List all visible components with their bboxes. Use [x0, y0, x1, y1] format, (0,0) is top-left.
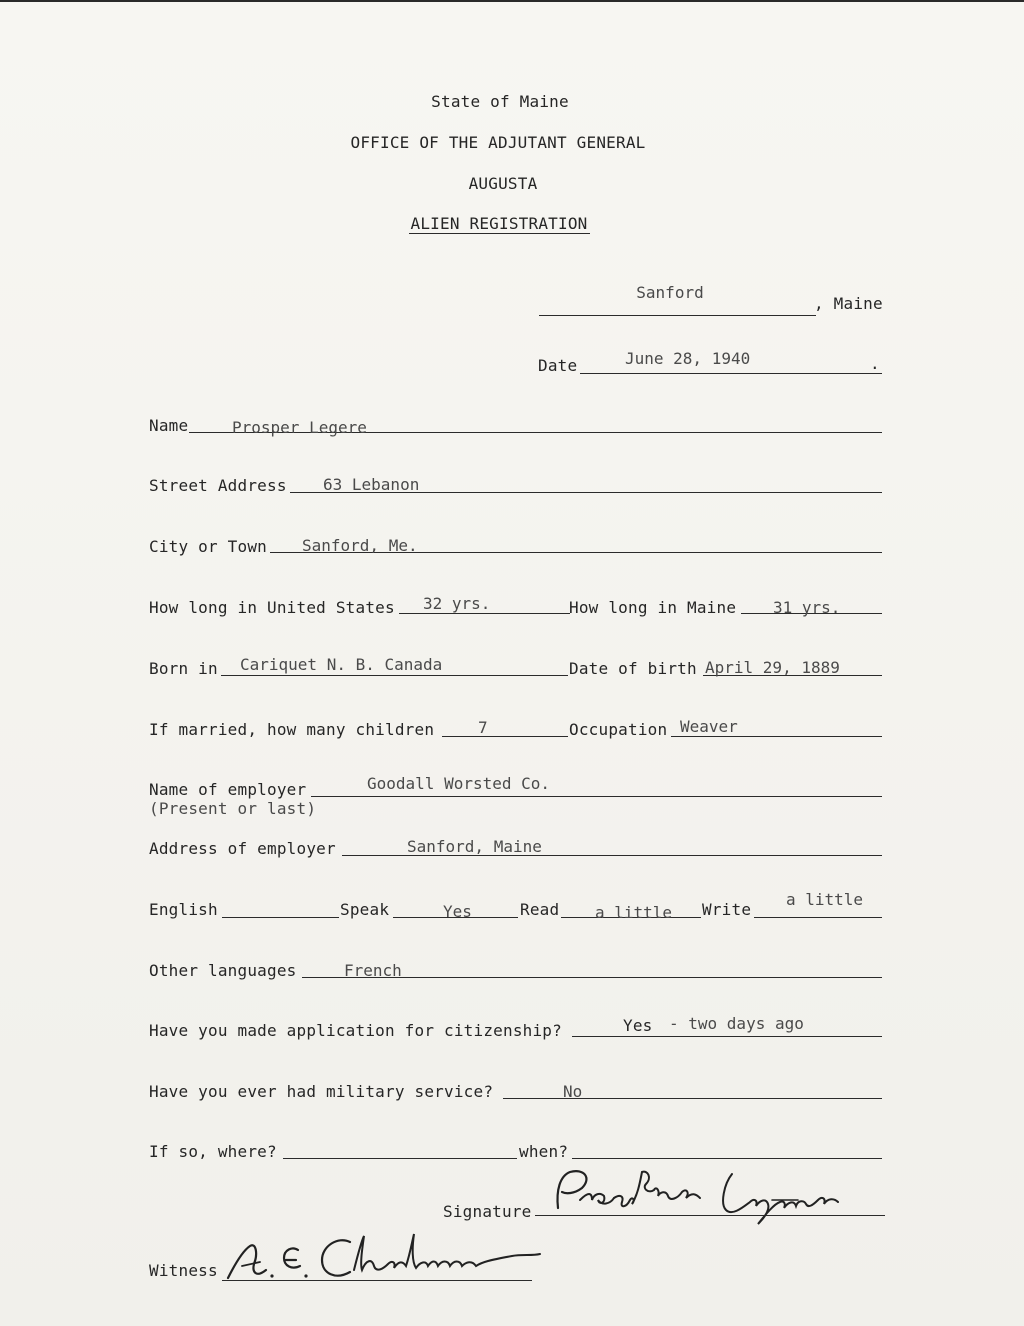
citizenship-extra: - two days ago: [669, 1014, 804, 1033]
state-heading: State of Maine: [431, 92, 569, 111]
born-label: Born in: [149, 659, 218, 678]
where-label: If so, where?: [149, 1142, 277, 1161]
dob-label: Date of birth: [569, 659, 697, 678]
children-label: If married, how many children: [149, 720, 435, 739]
name-label: Name: [149, 416, 189, 435]
write-label: Write: [702, 900, 752, 919]
employer-label: Name of employer: [149, 780, 307, 799]
city-label: City or Town: [149, 537, 267, 556]
military-label: Have you ever had military service?: [149, 1082, 494, 1101]
born-value: Cariquet N. B. Canada: [240, 655, 443, 674]
citizenship-line: [572, 1036, 882, 1037]
english-line: [222, 917, 339, 918]
write-line: [754, 917, 882, 918]
place-state-label: , Maine: [814, 294, 883, 313]
write-value: a little: [786, 890, 864, 909]
date-line: [580, 373, 882, 374]
occupation-line: [671, 736, 882, 737]
employer-sublabel: (Present or last): [149, 799, 317, 818]
employer-address-value: Sanford, Maine: [407, 837, 542, 856]
speak-value: Yes: [443, 902, 472, 921]
other-languages-value: French: [344, 961, 402, 980]
office-heading: OFFICE OF THE ADJUTANT GENERAL: [350, 133, 646, 152]
street-label: Street Address: [149, 476, 287, 495]
where-line: [283, 1158, 517, 1159]
read-value: a little: [595, 903, 673, 922]
when-label: when?: [519, 1142, 569, 1161]
street-value: 63 Lebanon: [323, 475, 420, 494]
military-line: [503, 1098, 882, 1099]
signature-handwriting: [536, 1160, 886, 1234]
citizenship-value: Yes: [623, 1016, 653, 1035]
us-years-label: How long in United States: [149, 598, 395, 617]
occupation-label: Occupation: [569, 720, 668, 739]
when-line: [572, 1158, 882, 1159]
place-line: [539, 315, 816, 316]
witness-label: Witness: [149, 1261, 218, 1280]
city-heading: AUGUSTA: [468, 174, 538, 193]
occupation-value: Weaver: [680, 717, 738, 736]
witness-handwriting: [222, 1220, 552, 1294]
us-years-line: [399, 613, 570, 614]
name-value: Prosper Legere: [232, 418, 367, 437]
read-label: Read: [520, 900, 560, 919]
military-value: No: [563, 1082, 583, 1101]
children-value: 7: [478, 718, 488, 737]
signature-label: Signature: [443, 1202, 532, 1221]
employer-address-label: Address of employer: [149, 839, 336, 858]
city-value: Sanford, Me.: [302, 536, 418, 555]
employer-line: [311, 796, 882, 797]
maine-years-value: 31 yrs.: [773, 598, 841, 617]
other-languages-label: Other languages: [149, 961, 297, 980]
place-value: Sanford: [636, 283, 704, 302]
children-line: [442, 736, 568, 737]
english-label: English: [149, 900, 218, 919]
title-underline: [409, 233, 590, 234]
date-value: June 28, 1940: [625, 349, 751, 368]
us-years-value: 32 yrs.: [423, 594, 491, 613]
speak-label: Speak: [340, 900, 390, 919]
date-end-mark: .: [870, 354, 880, 373]
employer-value: Goodall Worsted Co.: [367, 774, 551, 793]
form-title: ALIEN REGISTRATION: [410, 214, 588, 233]
citizenship-label: Have you made application for citizenship?: [149, 1021, 562, 1040]
maine-years-label: How long in Maine: [569, 598, 737, 617]
born-line: [221, 675, 568, 676]
date-label: Date: [538, 356, 578, 375]
dob-value: April 29, 1889: [705, 658, 840, 677]
